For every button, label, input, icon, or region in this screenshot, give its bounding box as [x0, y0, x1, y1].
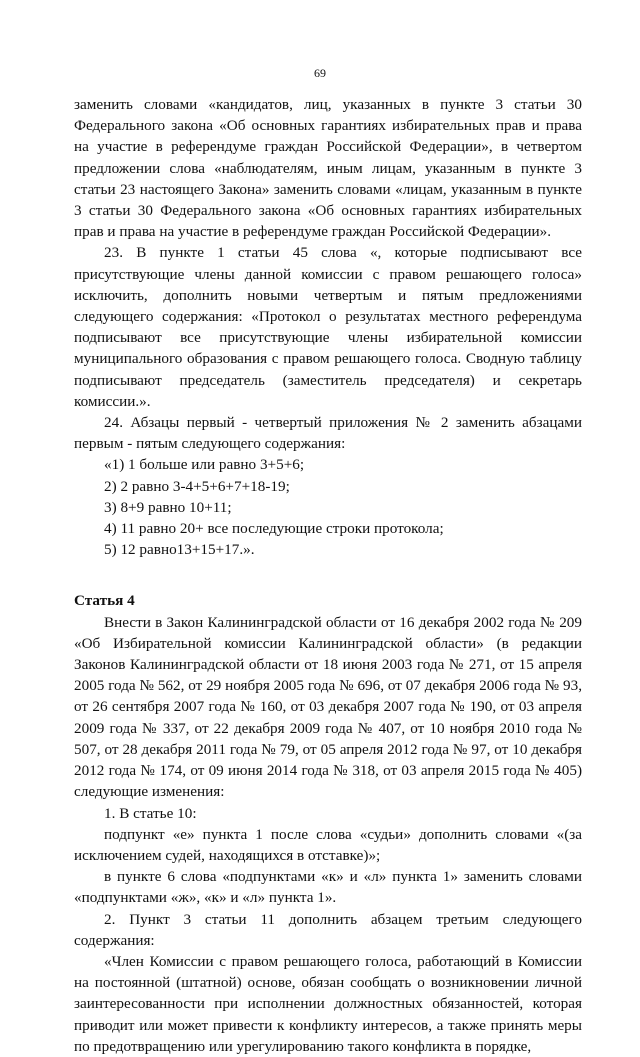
paragraph-item-24: 24. Абзацы первый - четвертый приложения № 2 заменить абзацами первым - пятым следующего содержания:	[74, 414, 582, 453]
list-item: 4) 11 равно 20+ все последующие строки протокола;	[104, 520, 444, 538]
list-item: 5) 12 равно13+15+17.».	[104, 541, 255, 559]
paragraph-item-23: 23. В пункте 1 статьи 45 слова «, которые подписывают все присутствующие члены данной комиссии с правом решающего голоса» исключить, дополнить новыми четвертым и пятым предложениями следующего содержания: «Протокол о результатах местного референдума подписывают все присутствующие члены избирательной комиссии муниципального образования с правом решающего голоса. Сводную таблицу подписывают председатель (заместитель председателя) и секретарь комиссии.».	[74, 244, 582, 410]
page-number: 69	[314, 66, 326, 80]
list-item: «1) 1 больше или равно 3+5+6;	[104, 456, 305, 474]
article-heading: Статья 4	[74, 592, 135, 610]
paragraph-continuation: заменить словами «кандидатов, лиц, указанных в пункте 3 статьи 30 Федерального закона «Об основных гарантиях избирательных прав и права на участие в референдуме граждан Российской Федерации», в четвертом предложении слова «наблюдателям, иным лицам, указанным в пункте 3 статьи 23 настоящего Закона» заменить словами «лицам, указанным в пункте 3 статьи 30 Федерального закона «Об основных гарантиях избирательных прав и права на участие в референдуме граждан Российской Федерации».	[74, 96, 582, 241]
paragraph-point-6: в пункте 6 слова «подпунктами «к» и «л» пункта 1» заменить словами «подпунктами «ж», «к» и «л» пункта 1».	[74, 868, 582, 907]
list-item: 3) 8+9 равно 10+11;	[104, 498, 232, 516]
paragraph-point-1: 1. В статье 10:	[104, 804, 197, 822]
paragraph-point-2: 2. Пункт 3 статьи 11 дополнить абзацем третьим следующего содержания:	[74, 910, 582, 949]
paragraph-subpoint-e: подпункт «е» пункта 1 после слова «судьи» дополнить словами «(за исключением судей, находящихся в отставке)»;	[74, 825, 582, 864]
list-item: 2) 2 равно 3-4+5+6+7+18-19;	[104, 477, 290, 495]
article-intro-paragraph: Внести в Закон Калининградской области от 16 декабря 2002 года № 209 «Об Избирательной комиссии Калининградской области» (в редакции Законов Калининградской области от 18 июня 2003 года № 271, от 15 апреля 2005 года № 562, от 29 ноября 2005 года № 696, от 07 декабря 2006 года № 93, от 26 сентября 2007 года № 160, от 03 декабря 2007 года № 190, от 03 апреля 2009 года № 337, от 22 декабря 2009 года № 407, от 10 ноября 2010 года № 507, от 28 декабря 2011 года № 79, от 05 апреля 2012 года № 97, от 10 декабря 2012 года № 174, от 09 июня 2014 года № 318, от 03 апреля 2015 года № 405) следующие изменения:	[74, 613, 582, 801]
paragraph-quote: «Член Комиссии с правом решающего голоса, работающий в Комиссии на постоянной (штатной) основе, обязан сообщать о возникновении личной заинтересованности при исполнении должностных обязанностей, которая приводит или может привести к конфликту интересов, а также принять меры по предотвращению или урегулированию такого конфликта в порядке,	[74, 952, 582, 1055]
document-body	[74, 94, 582, 1057]
